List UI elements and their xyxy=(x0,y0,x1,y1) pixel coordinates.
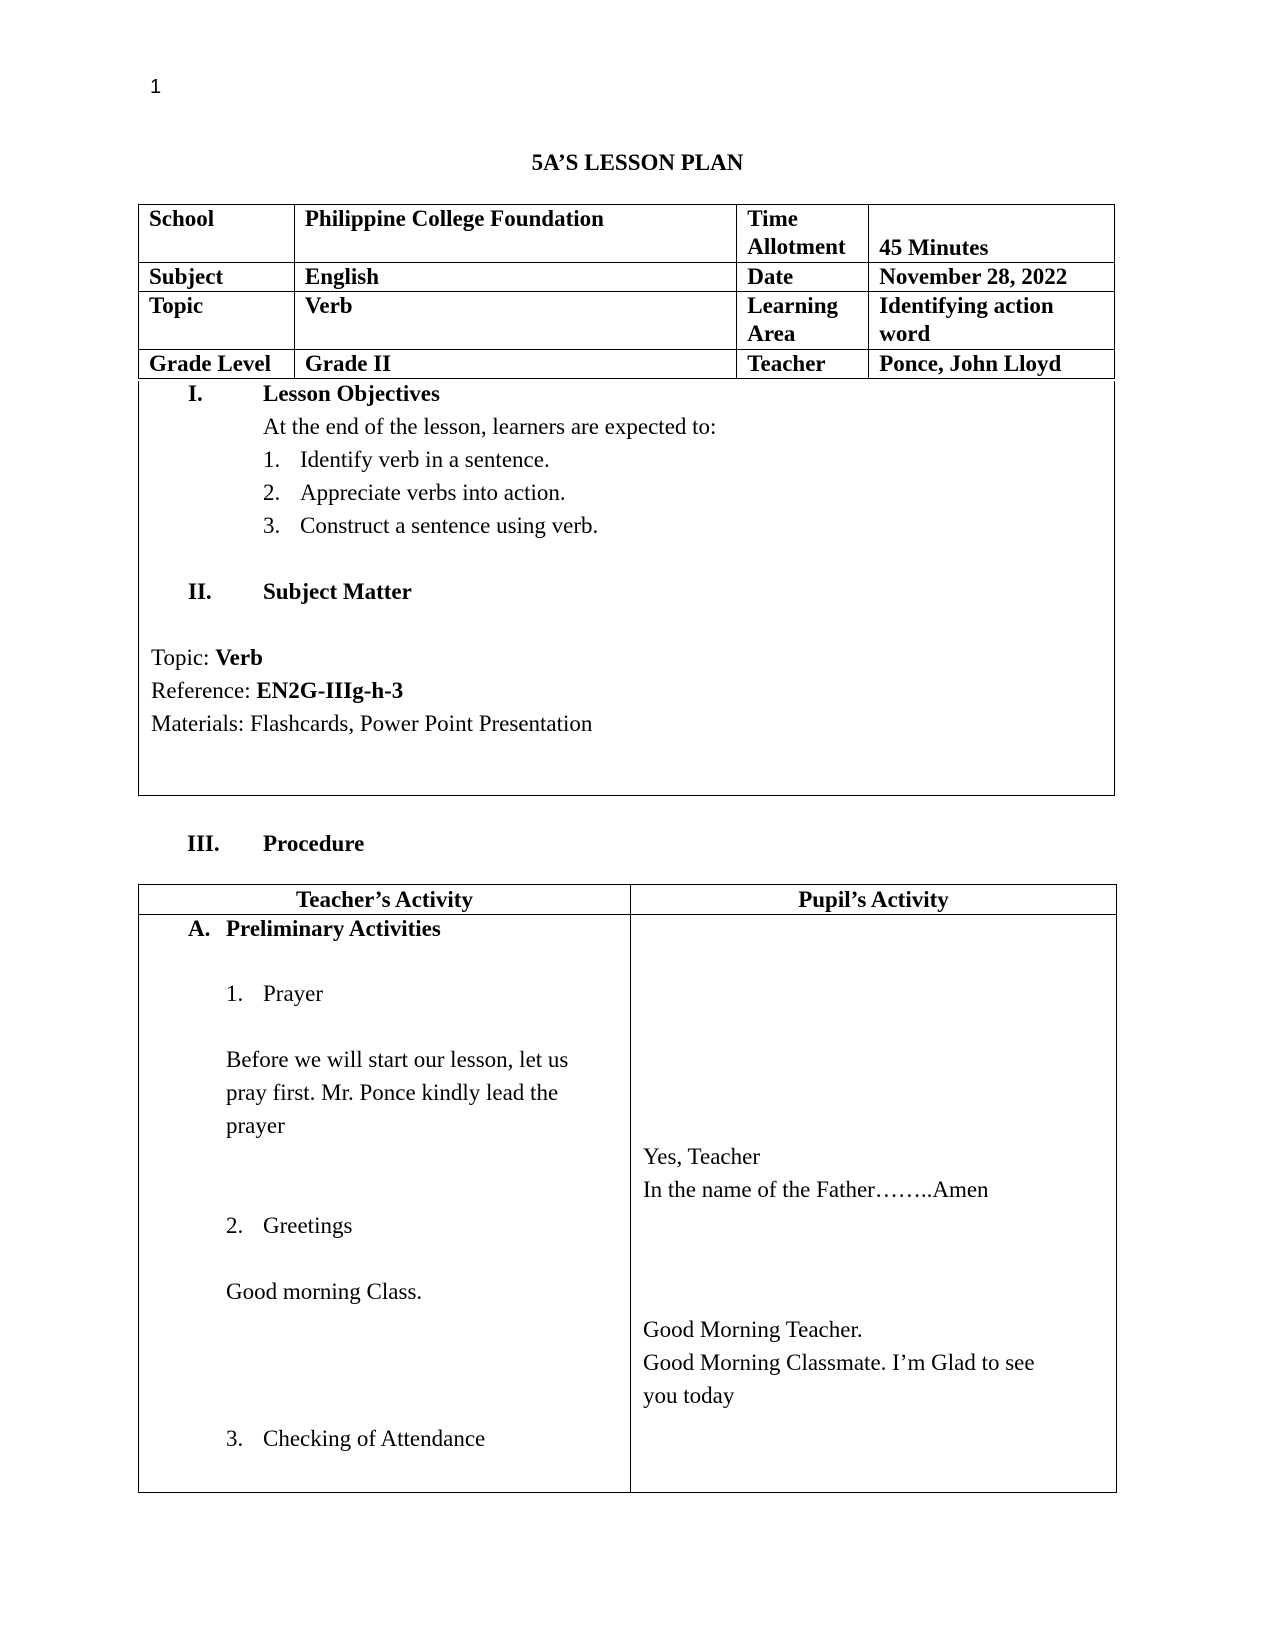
subject-reference-value: EN2G-IIIg-h-3 xyxy=(256,678,404,703)
objective-text: Construct a sentence using verb. xyxy=(300,513,599,538)
learning-area-value-line2: word xyxy=(879,321,931,346)
objective-number: 1. xyxy=(263,447,281,472)
school-value: Philippine College Foundation xyxy=(294,205,736,263)
pupil-greeting-line: you today xyxy=(643,1383,735,1408)
topic-value: Verb xyxy=(294,292,736,350)
subject-matter-heading: Subject Matter xyxy=(263,579,412,604)
subject-label: Subject xyxy=(139,263,295,292)
lesson-info-table xyxy=(138,204,1115,379)
greetings-text: Good morning Class. xyxy=(226,1279,423,1304)
prayer-text-line: pray first. Mr. Ponce kindly lead the xyxy=(226,1080,559,1105)
subject-reference-label: Reference: xyxy=(151,678,257,703)
section-letter: A. xyxy=(188,916,211,941)
learning-area-value xyxy=(869,292,1115,350)
subject-matter-numeral: II. xyxy=(188,579,212,604)
learning-area-value-line1: Identifying action xyxy=(879,293,1054,318)
teacher-value: Ponce, John Lloyd xyxy=(869,350,1115,379)
objective-number: 2. xyxy=(263,480,281,505)
subject-materials: Materials: Flashcards, Power Point Presentation xyxy=(151,711,593,736)
pupil-greeting-line: Good Morning Classmate. I’m Glad to see xyxy=(643,1350,1035,1375)
prayer-label: Prayer xyxy=(263,981,324,1006)
subject-value: English xyxy=(294,263,736,292)
objectives-intro: At the end of the lesson, learners are expected to: xyxy=(263,414,717,439)
attendance-number: 3. xyxy=(226,1426,244,1451)
school-label: School xyxy=(139,205,295,263)
learning-area-label xyxy=(737,292,869,350)
pupil-prayer-line: Yes, Teacher xyxy=(643,1144,760,1169)
document-title: 5A’S LESSON PLAN xyxy=(531,150,744,175)
section-title: Preliminary Activities xyxy=(226,916,441,941)
time-allotment-value: 45 Minutes xyxy=(869,205,1115,263)
objective-text: Appreciate verbs into action. xyxy=(300,480,566,505)
objective-text: Identify verb in a sentence. xyxy=(300,447,550,472)
pupil-prayer-line: In the name of the Father……..Amen xyxy=(643,1177,989,1202)
prayer-text-line: prayer xyxy=(226,1113,285,1138)
objectives-subject-matter-box xyxy=(138,381,1115,796)
subject-topic-line xyxy=(151,645,263,671)
subject-reference-line xyxy=(151,678,403,704)
attendance-label: Checking of Attendance xyxy=(263,1426,486,1451)
objectives-numeral: I. xyxy=(188,381,203,406)
date-label: Date xyxy=(737,263,869,292)
info-row-school xyxy=(139,205,1115,263)
time-allotment-label xyxy=(737,205,869,263)
grade-level-value: Grade II xyxy=(294,350,736,379)
page-number: 1 xyxy=(150,76,162,98)
objectives-heading: Lesson Objectives xyxy=(263,381,440,406)
pupil-activity-header: Pupil’s Activity xyxy=(798,887,949,912)
header-divider xyxy=(139,914,1116,915)
grade-level-label: Grade Level xyxy=(139,350,295,379)
date-value: November 28, 2022 xyxy=(869,263,1115,292)
prayer-text-line: Before we will start our lesson, let us xyxy=(226,1047,569,1072)
column-divider xyxy=(630,885,631,1492)
pupil-greeting-line: Good Morning Teacher. xyxy=(643,1317,863,1342)
learning-area-label-line2: Area xyxy=(747,321,796,346)
time-label-line2: Allotment xyxy=(747,234,846,259)
info-row-grade xyxy=(139,350,1115,379)
procedure-table xyxy=(138,884,1117,1493)
topic-label: Topic xyxy=(139,292,295,350)
info-row-topic xyxy=(139,292,1115,350)
subject-topic-label: Topic: xyxy=(151,645,216,670)
subject-topic-value: Verb xyxy=(215,645,263,670)
greetings-label: Greetings xyxy=(263,1213,353,1238)
teacher-activity-header: Teacher’s Activity xyxy=(296,887,473,912)
teacher-label: Teacher xyxy=(737,350,869,379)
greetings-number: 2. xyxy=(226,1213,244,1238)
objective-number: 3. xyxy=(263,513,281,538)
time-label-line1: Time xyxy=(747,206,798,231)
procedure-heading: Procedure xyxy=(263,831,365,856)
prayer-number: 1. xyxy=(226,981,244,1006)
learning-area-label-line1: Learning xyxy=(747,293,838,318)
procedure-numeral: III. xyxy=(187,831,220,856)
info-row-subject xyxy=(139,263,1115,292)
